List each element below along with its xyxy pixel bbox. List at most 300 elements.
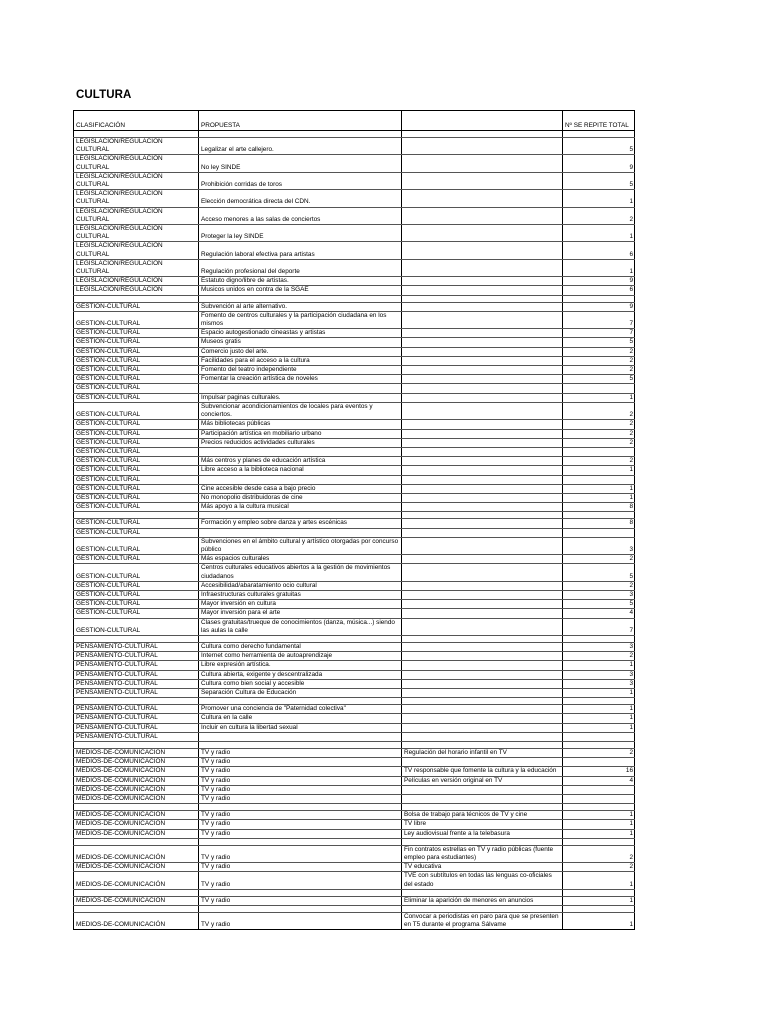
table-header-row	[74, 111, 635, 131]
clasificacion-cell: GESTION-CULTURAL	[74, 564, 199, 581]
table-row	[74, 820, 635, 829]
detalle-cell	[402, 670, 563, 679]
detalle-cell	[402, 493, 563, 502]
total-cell: 5	[563, 172, 635, 189]
table-row	[74, 872, 635, 889]
propuesta-cell: Formación y empleo sobre danza y artes escénicas	[199, 519, 402, 528]
total-cell: 2	[563, 457, 635, 466]
total-cell	[563, 838, 635, 845]
proposals-table	[73, 110, 635, 930]
clasificacion-cell: GESTION-CULTURAL	[74, 375, 199, 384]
propuesta-cell: Cultura como derecho fundamental	[199, 642, 402, 651]
clasificacion-cell: GESTION-CULTURAL	[74, 311, 199, 328]
clasificacion-cell: GESTION-CULTURAL	[74, 475, 199, 484]
table-row	[74, 207, 635, 224]
clasificacion-cell: GESTION-CULTURAL	[74, 537, 199, 554]
table-row	[74, 295, 635, 302]
clasificacion-cell: GESTION-CULTURAL	[74, 519, 199, 528]
table-row	[74, 375, 635, 384]
total-cell: 5	[563, 138, 635, 155]
propuesta-cell: Museos gratis	[199, 338, 402, 347]
total-cell: 1	[563, 872, 635, 889]
propuesta-cell: Más centros y planes de educación artística	[199, 457, 402, 466]
detalle-cell	[402, 838, 563, 845]
total-cell	[563, 698, 635, 705]
detalle-cell	[402, 503, 563, 512]
propuesta-cell: Elección democrática directa del CDN.	[199, 190, 402, 207]
clasificacion-cell: PENSAMIENTO-CULTURAL	[74, 688, 199, 697]
page-title: CULTURA	[76, 89, 132, 101]
detalle-cell	[402, 190, 563, 207]
table-row	[74, 366, 635, 375]
table-row	[74, 600, 635, 609]
total-cell: 9	[563, 302, 635, 311]
total-cell	[563, 528, 635, 537]
clasificacion-cell	[74, 804, 199, 811]
total-cell: 2	[563, 652, 635, 661]
table-row	[74, 785, 635, 794]
propuesta-cell	[199, 295, 402, 302]
total-cell: 4	[563, 609, 635, 618]
total-cell: 2	[563, 581, 635, 590]
clasificacion-cell	[74, 512, 199, 519]
detalle-cell	[402, 484, 563, 493]
clasificacion-cell: MEDIOS-DE-COMUNICACIÓN	[74, 829, 199, 838]
detalle-cell	[402, 356, 563, 365]
clasificacion-cell: LEGISLACION/REGULACION CULTURAL	[74, 207, 199, 224]
clasificacion-cell: LEGISLACION/REGULACION CULTURAL	[74, 138, 199, 155]
detalle-cell	[402, 906, 563, 913]
clasificacion-cell: GESTION-CULTURAL	[74, 600, 199, 609]
propuesta-cell: TV y radio	[199, 749, 402, 758]
propuesta-cell: Precios reducidos actividades culturales	[199, 438, 402, 447]
clasificacion-cell: GESTION-CULTURAL	[74, 420, 199, 429]
table-row	[74, 618, 635, 635]
propuesta-cell	[199, 635, 402, 642]
total-cell	[563, 295, 635, 302]
table-row	[74, 742, 635, 749]
detalle-cell	[402, 475, 563, 484]
table-row	[74, 311, 635, 328]
propuesta-cell: Fomento del teatro independiente	[199, 366, 402, 375]
table-row	[74, 286, 635, 295]
table-row	[74, 635, 635, 642]
total-cell: 2	[563, 356, 635, 365]
total-cell: 1	[563, 190, 635, 207]
detalle-cell	[402, 295, 563, 302]
table-row	[74, 512, 635, 519]
table-row	[74, 466, 635, 475]
propuesta-cell: Regulación laboral efectiva para artistas	[199, 242, 402, 259]
propuesta-cell: TV y radio	[199, 820, 402, 829]
total-cell: 5	[563, 375, 635, 384]
detalle-cell	[402, 242, 563, 259]
total-cell: 1	[563, 661, 635, 670]
total-cell: 3	[563, 670, 635, 679]
detalle-cell	[402, 225, 563, 242]
clasificacion-cell: GESTION-CULTURAL	[74, 503, 199, 512]
detalle-cell	[402, 732, 563, 741]
clasificacion-cell: MEDIOS-DE-COMUNICACIÓN	[74, 863, 199, 872]
table-row	[74, 172, 635, 189]
clasificacion-cell	[74, 131, 199, 138]
propuesta-cell: Participación artística en mobiliario urbano	[199, 429, 402, 438]
propuesta-cell: Cultura abierta, exigente y descentralizada	[199, 670, 402, 679]
total-cell	[563, 512, 635, 519]
table-row	[74, 723, 635, 732]
clasificacion-cell: MEDIOS-DE-COMUNICACIÓN	[74, 845, 199, 862]
total-cell: 1	[563, 913, 635, 930]
table-row	[74, 155, 635, 172]
header-detalle	[402, 111, 563, 131]
propuesta-cell: Subvenciones en el ámbito cultural y artístico otorgadas por concurso público	[199, 537, 402, 554]
total-cell	[563, 732, 635, 741]
detalle-cell	[402, 698, 563, 705]
clasificacion-cell: GESTION-CULTURAL	[74, 438, 199, 447]
clasificacion-cell: LEGISLACION/REGULACION CULTURAL	[74, 155, 199, 172]
clasificacion-cell	[74, 742, 199, 749]
clasificacion-cell	[74, 838, 199, 845]
table-row	[74, 661, 635, 670]
propuesta-cell: Libre expresión artística.	[199, 661, 402, 670]
total-cell: 2	[563, 207, 635, 224]
detalle-cell	[402, 555, 563, 564]
clasificacion-cell: GESTION-CULTURAL	[74, 366, 199, 375]
detalle-cell: Ley audiovisual frente a la telebasura	[402, 829, 563, 838]
detalle-cell	[402, 438, 563, 447]
detalle-cell	[402, 155, 563, 172]
detalle-cell	[402, 581, 563, 590]
propuesta-cell	[199, 475, 402, 484]
clasificacion-cell: PENSAMIENTO-CULTURAL	[74, 652, 199, 661]
table-row	[74, 767, 635, 776]
clasificacion-cell: GESTION-CULTURAL	[74, 457, 199, 466]
detalle-cell	[402, 338, 563, 347]
table-row	[74, 503, 635, 512]
total-cell	[563, 804, 635, 811]
propuesta-cell: Accesibilidad/abaratamiento ocio cultural	[199, 581, 402, 590]
table-row	[74, 402, 635, 419]
detalle-cell	[402, 131, 563, 138]
detalle-cell	[402, 402, 563, 419]
propuesta-cell: TV y radio	[199, 845, 402, 862]
detalle-cell	[402, 652, 563, 661]
total-cell: 2	[563, 555, 635, 564]
detalle-cell	[402, 420, 563, 429]
propuesta-cell: Regulación profesional del deporte	[199, 259, 402, 276]
table-row	[74, 519, 635, 528]
table-row	[74, 705, 635, 714]
table-row	[74, 838, 635, 845]
clasificacion-cell: MEDIOS-DE-COMUNICACIÓN	[74, 776, 199, 785]
table-row	[74, 190, 635, 207]
total-cell: 5	[563, 338, 635, 347]
table-row	[74, 698, 635, 705]
table-row	[74, 758, 635, 767]
total-cell: 2	[563, 347, 635, 356]
total-cell: 2	[563, 429, 635, 438]
propuesta-cell: Musicos unidos en contra de la SGAE	[199, 286, 402, 295]
detalle-cell	[402, 635, 563, 642]
clasificacion-cell: PENSAMIENTO-CULTURAL	[74, 679, 199, 688]
propuesta-cell	[199, 804, 402, 811]
table-row	[74, 913, 635, 930]
clasificacion-cell: LEGISLACION/REGULACION CULTURAL	[74, 225, 199, 242]
detalle-cell	[402, 347, 563, 356]
propuesta-cell: Espacio autogestionado cineastas y artistas	[199, 329, 402, 338]
clasificacion-cell: GESTION-CULTURAL	[74, 447, 199, 456]
table-row	[74, 393, 635, 402]
total-cell: 3	[563, 679, 635, 688]
total-cell: 1	[563, 393, 635, 402]
propuesta-cell: TV y radio	[199, 795, 402, 804]
table-row	[74, 338, 635, 347]
table-row	[74, 484, 635, 493]
propuesta-cell: Estatuto digno/libre de artistas.	[199, 277, 402, 286]
propuesta-cell	[199, 889, 402, 896]
table-row	[74, 749, 635, 758]
total-cell: 1	[563, 484, 635, 493]
detalle-cell	[402, 457, 563, 466]
table-row	[74, 302, 635, 311]
total-cell	[563, 785, 635, 794]
propuesta-cell	[199, 742, 402, 749]
detalle-cell	[402, 259, 563, 276]
propuesta-cell: Legalizar el arte callejero.	[199, 138, 402, 155]
table-row	[74, 609, 635, 618]
clasificacion-cell: PENSAMIENTO-CULTURAL	[74, 642, 199, 651]
propuesta-cell	[199, 698, 402, 705]
total-cell: 1	[563, 723, 635, 732]
table-row	[74, 829, 635, 838]
propuesta-cell: Mayor inversión en cultura	[199, 600, 402, 609]
detalle-cell	[402, 393, 563, 402]
total-cell: 1	[563, 820, 635, 829]
detalle-cell	[402, 311, 563, 328]
propuesta-cell	[199, 131, 402, 138]
propuesta-cell: Mayor inversión para el arte	[199, 609, 402, 618]
detalle-cell	[402, 512, 563, 519]
total-cell: 1	[563, 466, 635, 475]
total-cell: 3	[563, 590, 635, 599]
table-row	[74, 590, 635, 599]
table-row	[74, 906, 635, 913]
detalle-cell	[402, 590, 563, 599]
propuesta-cell: TV y radio	[199, 872, 402, 889]
total-cell: 1	[563, 688, 635, 697]
clasificacion-cell: LEGISLACION/REGULACION CULTURAL	[74, 190, 199, 207]
total-cell: 7	[563, 311, 635, 328]
table-row	[74, 356, 635, 365]
table-row	[74, 384, 635, 393]
detalle-cell	[402, 705, 563, 714]
total-cell	[563, 889, 635, 896]
clasificacion-cell: MEDIOS-DE-COMUNICACIÓN	[74, 913, 199, 930]
detalle-cell: TVE con subtítulos en todas las lenguas co-oficiales del estado	[402, 872, 563, 889]
propuesta-cell: Facilidades para el acceso a la cultura	[199, 356, 402, 365]
table-row	[74, 642, 635, 651]
clasificacion-cell: MEDIOS-DE-COMUNICACIÓN	[74, 767, 199, 776]
propuesta-cell: Más bibliotecas públicas	[199, 420, 402, 429]
total-cell: 3	[563, 537, 635, 554]
detalle-cell	[402, 758, 563, 767]
clasificacion-cell	[74, 906, 199, 913]
clasificacion-cell: GESTION-CULTURAL	[74, 329, 199, 338]
detalle-cell: TV responsable que fomente la cultura y la educación	[402, 767, 563, 776]
clasificacion-cell: GESTION-CULTURAL	[74, 609, 199, 618]
clasificacion-cell: PENSAMIENTO-CULTURAL	[74, 723, 199, 732]
propuesta-cell: TV y radio	[199, 896, 402, 905]
propuesta-cell: TV y radio	[199, 767, 402, 776]
propuesta-cell: Centros culturales educativos abiertos a la gestión de movimientos ciudadanos	[199, 564, 402, 581]
propuesta-cell	[199, 732, 402, 741]
clasificacion-cell: MEDIOS-DE-COMUNICACIÓN	[74, 820, 199, 829]
total-cell: 7	[563, 329, 635, 338]
clasificacion-cell: LEGISLACION/REGULACION	[74, 277, 199, 286]
detalle-cell	[402, 138, 563, 155]
total-cell	[563, 795, 635, 804]
detalle-cell	[402, 600, 563, 609]
table-row	[74, 537, 635, 554]
detalle-cell	[402, 302, 563, 311]
detalle-cell	[402, 286, 563, 295]
clasificacion-cell: GESTION-CULTURAL	[74, 618, 199, 635]
propuesta-cell: TV y radio	[199, 785, 402, 794]
table-row	[74, 776, 635, 785]
table-row	[74, 670, 635, 679]
detalle-cell	[402, 466, 563, 475]
propuesta-cell: Subvención al arte alternativo.	[199, 302, 402, 311]
propuesta-cell: TV y radio	[199, 829, 402, 838]
clasificacion-cell	[74, 295, 199, 302]
clasificacion-cell: MEDIOS-DE-COMUNICACIÓN	[74, 811, 199, 820]
clasificacion-cell: GESTION-CULTURAL	[74, 338, 199, 347]
table-row	[74, 438, 635, 447]
total-cell	[563, 447, 635, 456]
propuesta-cell: TV y radio	[199, 863, 402, 872]
detalle-cell	[402, 642, 563, 651]
clasificacion-cell: PENSAMIENTO-CULTURAL	[74, 714, 199, 723]
table-row	[74, 581, 635, 590]
propuesta-cell: Promover una conciencia de "Paternidad colectiva"	[199, 705, 402, 714]
table-row	[74, 131, 635, 138]
propuesta-cell: Subvencionar acondicionamientos de locales para eventos y conciertos.	[199, 402, 402, 419]
table-row	[74, 277, 635, 286]
clasificacion-cell: MEDIOS-DE-COMUNICACIÓN	[74, 896, 199, 905]
header-total: Nº SE REPITE TOTAL	[563, 111, 635, 131]
table-row	[74, 347, 635, 356]
propuesta-cell: Infraestructuras culturales gratuitas	[199, 590, 402, 599]
clasificacion-cell: MEDIOS-DE-COMUNICACIÓN	[74, 749, 199, 758]
detalle-cell	[402, 519, 563, 528]
propuesta-cell	[199, 512, 402, 519]
detalle-cell	[402, 429, 563, 438]
propuesta-cell: TV y radio	[199, 913, 402, 930]
table-row	[74, 259, 635, 276]
total-cell: 2	[563, 438, 635, 447]
clasificacion-cell: GESTION-CULTURAL	[74, 590, 199, 599]
clasificacion-cell: GESTION-CULTURAL	[74, 429, 199, 438]
total-cell	[563, 635, 635, 642]
table-row	[74, 795, 635, 804]
total-cell: 8	[563, 503, 635, 512]
propuesta-cell: TV y radio	[199, 811, 402, 820]
total-cell	[563, 384, 635, 393]
clasificacion-cell: LEGISLACION/REGULACION	[74, 286, 199, 295]
clasificacion-cell: GESTION-CULTURAL	[74, 356, 199, 365]
detalle-cell	[402, 723, 563, 732]
detalle-cell	[402, 714, 563, 723]
detalle-cell	[402, 447, 563, 456]
total-cell: 9	[563, 277, 635, 286]
total-cell: 2	[563, 420, 635, 429]
propuesta-cell	[199, 906, 402, 913]
total-cell: 5	[563, 600, 635, 609]
clasificacion-cell: LEGISLACION/REGULACION CULTURAL	[74, 242, 199, 259]
propuesta-cell	[199, 838, 402, 845]
table-row	[74, 329, 635, 338]
detalle-cell: Películas en versión original en TV	[402, 776, 563, 785]
propuesta-cell: Fomento de centros culturales y la participación ciudadana en los mismos	[199, 311, 402, 328]
clasificacion-cell: GESTION-CULTURAL	[74, 581, 199, 590]
propuesta-cell: Impulsar paginas culturales.	[199, 393, 402, 402]
propuesta-cell: TV y radio	[199, 776, 402, 785]
table-row	[74, 138, 635, 155]
detalle-cell	[402, 785, 563, 794]
clasificacion-cell: GESTION-CULTURAL	[74, 493, 199, 502]
detalle-cell	[402, 329, 563, 338]
table-row	[74, 493, 635, 502]
clasificacion-cell	[74, 635, 199, 642]
detalle-cell: TV educativa	[402, 863, 563, 872]
detalle-cell	[402, 366, 563, 375]
propuesta-cell: Separación Cultura de Educación	[199, 688, 402, 697]
total-cell	[563, 906, 635, 913]
clasificacion-cell: GESTION-CULTURAL	[74, 466, 199, 475]
detalle-cell	[402, 618, 563, 635]
detalle-cell	[402, 795, 563, 804]
table-row	[74, 732, 635, 741]
detalle-cell	[402, 528, 563, 537]
detalle-cell	[402, 742, 563, 749]
table-row	[74, 652, 635, 661]
propuesta-cell: Internet como herramienta de autoaprendizaje	[199, 652, 402, 661]
table-row	[74, 896, 635, 905]
total-cell	[563, 742, 635, 749]
total-cell: 1	[563, 705, 635, 714]
clasificacion-cell: MEDIOS-DE-COMUNICACIÓN	[74, 758, 199, 767]
propuesta-cell: Clases gratuitas/trueque de conocimientos (danza, música...) siendo las aulas la calle	[199, 618, 402, 635]
clasificacion-cell: GESTION-CULTURAL	[74, 347, 199, 356]
clasificacion-cell	[74, 889, 199, 896]
table-row	[74, 429, 635, 438]
propuesta-cell: Cultura como bien social y accesible	[199, 679, 402, 688]
total-cell: 7	[563, 618, 635, 635]
total-cell: 1	[563, 493, 635, 502]
clasificacion-cell: GESTION-CULTURAL	[74, 302, 199, 311]
table-row	[74, 688, 635, 697]
clasificacion-cell: LEGISLACION/REGULACION CULTURAL	[74, 259, 199, 276]
total-cell: 6	[563, 286, 635, 295]
detalle-cell	[402, 679, 563, 688]
clasificacion-cell: GESTION-CULTURAL	[74, 393, 199, 402]
total-cell: 6	[563, 242, 635, 259]
clasificacion-cell: MEDIOS-DE-COMUNICACIÓN	[74, 795, 199, 804]
table-row	[74, 528, 635, 537]
detalle-cell	[402, 804, 563, 811]
detalle-cell	[402, 172, 563, 189]
propuesta-cell	[199, 384, 402, 393]
